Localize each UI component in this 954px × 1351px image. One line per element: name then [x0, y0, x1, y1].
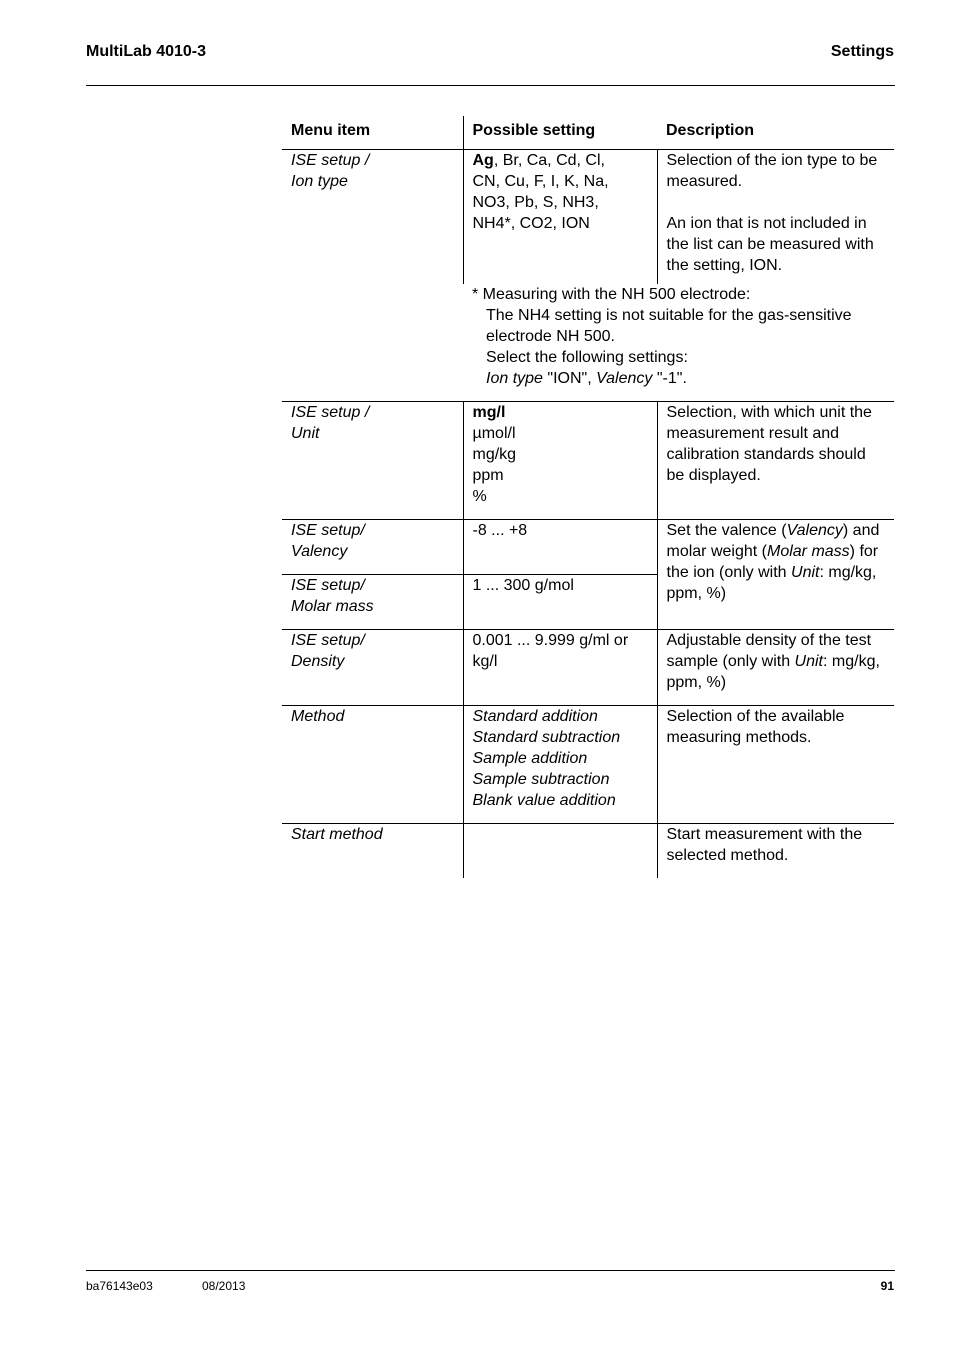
table-row-unit: [282, 402, 894, 520]
menu-item-valency: ISE setup/ Valency: [282, 520, 463, 575]
column-header-description: Description: [657, 116, 894, 150]
setting-method: Standard addition Standard subtraction Sample addition Sample subtraction Blank value addition: [463, 706, 657, 824]
settings-table: [282, 116, 894, 878]
setting-unit: mg/l µmol/l mg/kg ppm %: [463, 402, 657, 520]
description-method: Selection of the available measuring methods.: [657, 706, 894, 824]
footer-date: 08/2013: [202, 1279, 246, 1293]
header-product: MultiLab 4010-3: [86, 43, 207, 60]
description-valency-molar-mass: Set the valence (Valency) and molar weight (Molar mass) for the ion (only with Unit: mg/kg, ppm, %): [657, 520, 894, 630]
table-row-start-method: [282, 824, 894, 879]
table-row-ion-type: [282, 150, 894, 285]
description-start-method: Start measurement with the selected method.: [657, 824, 894, 879]
setting-start-method: [463, 824, 657, 879]
menu-item-molar-mass: ISE setup/ Molar mass: [282, 575, 463, 630]
footer-rule: [86, 1270, 895, 1271]
menu-item-unit: ISE setup / Unit: [282, 402, 463, 520]
header-section: Settings: [830, 43, 894, 60]
description-density: Adjustable density of the test sample (only with Unit: mg/kg, ppm, %): [657, 630, 894, 706]
column-header-possible-setting: Possible setting: [463, 116, 657, 150]
table-row-valency: [282, 520, 894, 575]
note-nh500: * Measuring with the NH 500 electrode: The NH4 setting is not suitable for the gas-sensitive electrode NH 500. Select the following settings: Ion type "ION", Valency "-1".: [463, 284, 894, 402]
description-ion-type: Selection of the ion type to be measured. An ion that is not included in the list can be measured with the setting, ION.: [657, 150, 894, 285]
description-unit: Selection, with which unit the measurement result and calibration standards should be displayed.: [657, 402, 894, 520]
setting-ion-type: Ag, Br, Ca, Cd, Cl, CN, Cu, F, I, K, Na, NO3, Pb, S, NH3, NH4*, CO2, ION: [463, 150, 657, 285]
menu-item-start-method: Start method: [291, 826, 383, 843]
header-rule: [86, 85, 895, 86]
menu-item-method: Method: [282, 706, 463, 824]
table-row-method: [282, 706, 894, 824]
table-header-row: [282, 116, 894, 150]
table-row-density: [282, 630, 894, 706]
setting-valency: -8 ... +8: [463, 520, 657, 575]
menu-item-density: ISE setup/ Density: [282, 630, 463, 706]
setting-molar-mass: 1 ... 300 g/mol: [463, 575, 657, 630]
footer-page-number: 91: [880, 1279, 894, 1293]
footer-doc-id: ba76143e03: [86, 1279, 153, 1293]
menu-item-ion-type: ISE setup / Ion type: [282, 150, 463, 402]
setting-density: 0.001 ... 9.999 g/ml or kg/l: [463, 630, 657, 706]
column-header-menu-item: Menu item: [282, 116, 463, 150]
